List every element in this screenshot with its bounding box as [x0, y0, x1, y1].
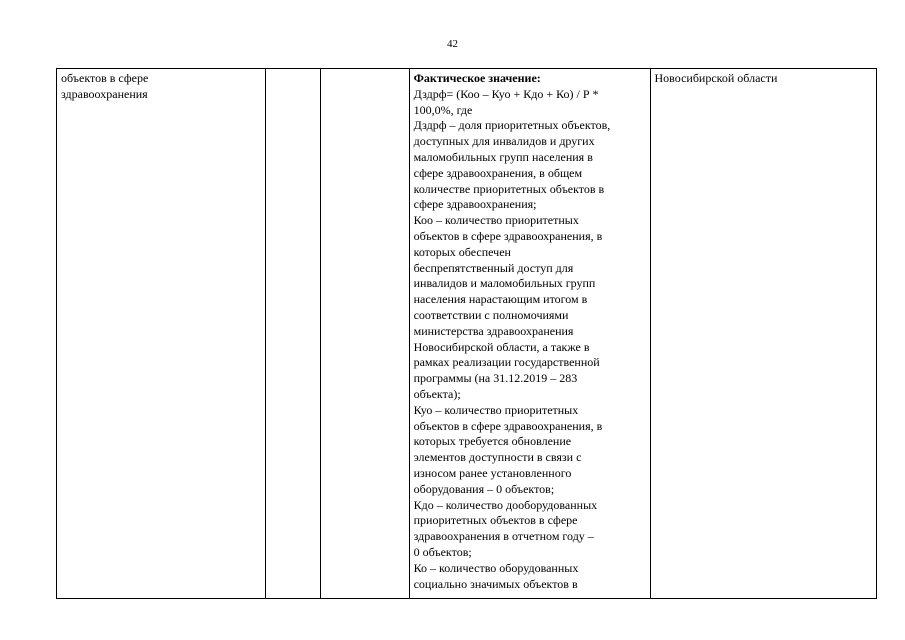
- indicator-table: [56, 68, 877, 599]
- calculation-heading: Фактическое значение:: [413, 71, 541, 85]
- cell-indicator-name: [57, 69, 266, 599]
- cell-calculation-method: [409, 69, 650, 599]
- cell-data-source: [650, 69, 876, 599]
- cell-unit: [265, 69, 320, 599]
- data-source-text: Новосибирской области: [654, 71, 778, 85]
- table-row: [57, 69, 877, 599]
- cell-value: [320, 69, 409, 599]
- indicator-name-text: объектов в сфере здравоохранения: [61, 71, 149, 101]
- calculation-description: Дздрф – доля приоритетных объектов, доступных для инвалидов и других маломобильных групп населения в сфере здравоохранения, в общем количестве приоритетных объектов в сфере здравоохранения; Коо – количество приоритетных объектов в сфере здравоохранения, в которых обеспечен беспрепятственный доступ для инвалидов и маломобильных групп населения нарастающим итогом в соответствии с полномочиями министерства здравоохранения Новосибирской области, а также в рамках реализации государственной программы (на 31.12.2019 – 283 объекта); Куо – количество приоритетных объектов в сфере здравоохранения, в которых требуется обновление элементов доступности в связи с износом ранее установленного оборудования – 0 объектов; Кдо – количество дооборудованных приоритетных объектов в сфере здравоохранения в отчетном году – 0 объектов; Ко – количество оборудованных социально значимых объектов в: [413, 118, 611, 591]
- formula-line-1: Дздрф= (Коо – Куо + Кдо + Ко) / Р *: [413, 86, 599, 101]
- formula-line-2: 100,0%, где: [413, 102, 473, 117]
- page-number: 42: [447, 38, 458, 50]
